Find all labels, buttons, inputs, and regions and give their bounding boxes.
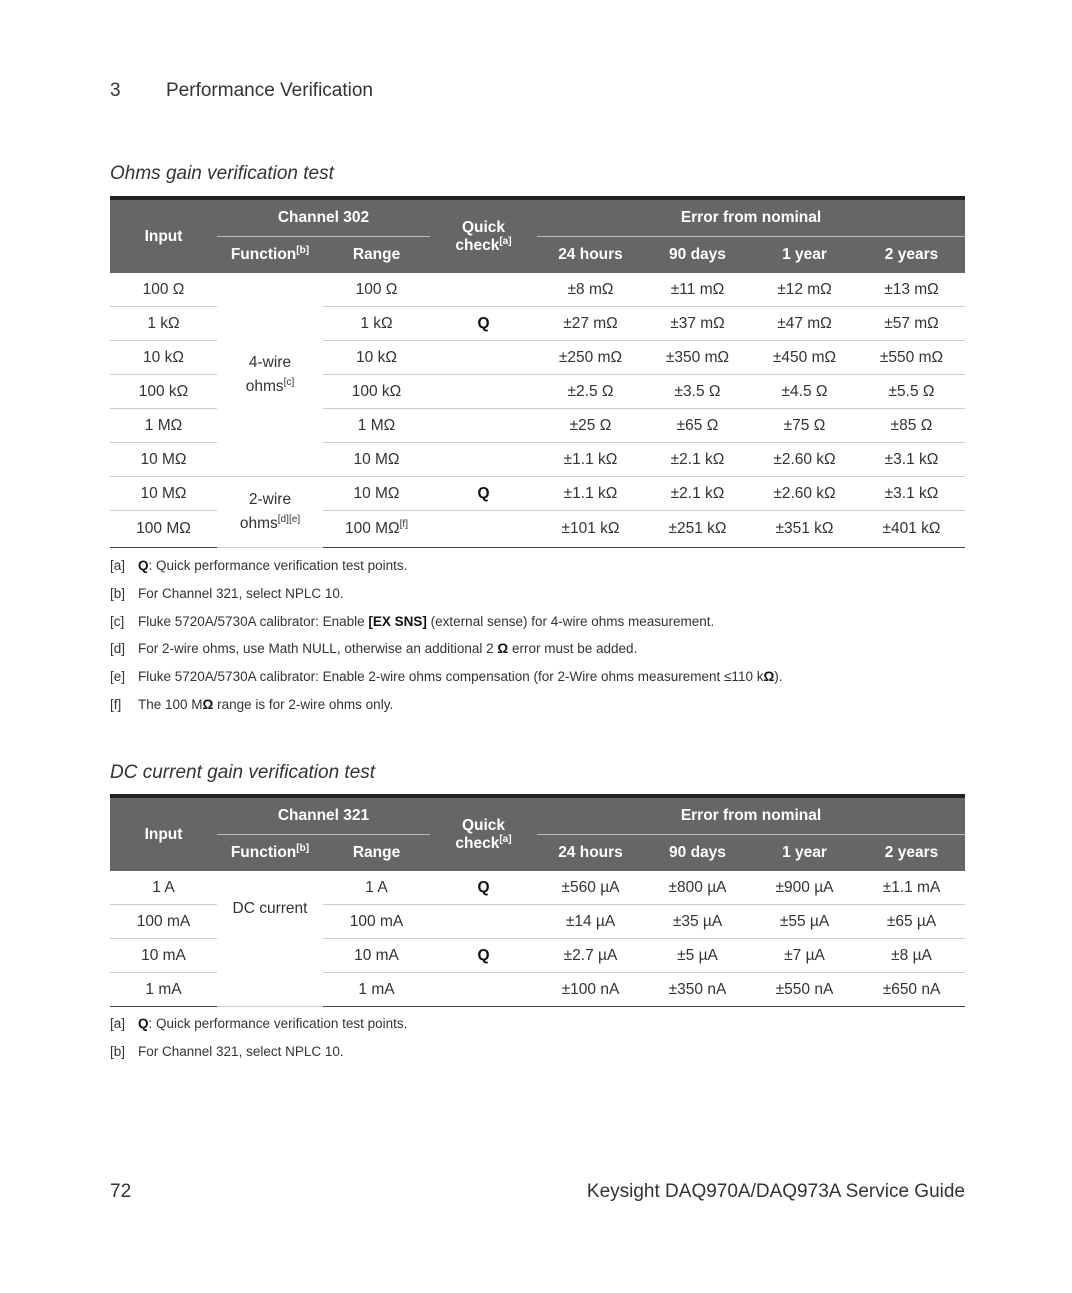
dc-table-title: DC current gain verification test — [110, 762, 376, 783]
ohms-gain-table — [110, 196, 965, 548]
chapter-title: Performance Verification — [166, 80, 373, 101]
1-year-header: 1 year — [751, 237, 858, 274]
error-from-nominal-header: Error from nominal — [537, 198, 965, 237]
24-hours-header: 24 hours — [537, 835, 644, 872]
footnote-b: [b] For Channel 321, select NPLC 10. — [110, 1043, 344, 1059]
error-from-nominal-header: Error from nominal — [537, 796, 965, 835]
channel-header: Channel 302 — [217, 198, 430, 237]
table-row: 1 kΩ 1 kΩ Q ±27 mΩ ±37 mΩ ±47 mΩ ±57 mΩ — [110, 307, 965, 341]
channel-header: Channel 321 — [217, 796, 430, 835]
function-4-wire-ohms: 4-wire ohms[c] — [217, 273, 323, 477]
90-days-header: 90 days — [644, 835, 751, 872]
dc-current-gain-table — [110, 794, 965, 1007]
ohms-table-title: Ohms gain verification test — [110, 163, 334, 184]
chapter-number: 3 — [110, 80, 121, 101]
1-year-header: 1 year — [751, 835, 858, 872]
table-row: 10 kΩ 10 kΩ ±250 mΩ ±350 mΩ ±450 mΩ ±550 mΩ — [110, 341, 965, 375]
guide-title: Keysight DAQ970A/DAQ973A Service Guide — [586, 1181, 965, 1202]
footnote-a: [a] Q: Quick performance verification test points. — [110, 558, 408, 573]
function-header: Function[b] — [217, 237, 323, 274]
page-footer — [110, 1181, 965, 1203]
range-header: Range — [323, 237, 430, 274]
input-header: Input — [110, 796, 217, 871]
table-row: 10 mA 10 mA Q ±2.7 µA ±5 µA ±7 µA ±8 µA — [110, 939, 965, 973]
footnote-d: [d] For 2-wire ohms, use Math NULL, otherwise an additional 2 Ω error must be added. — [110, 641, 638, 657]
2-years-header: 2 years — [858, 835, 965, 872]
footnote-e: [e] Fluke 5720A/5730A calibrator: Enable 2-wire ohms compensation (for 2-Wire ohms measurement ≤110 kΩ). — [110, 669, 783, 685]
table-row: 100 mA 100 mA ±14 µA ±35 µA ±55 µA ±65 µA — [110, 905, 965, 939]
range-header: Range — [323, 835, 430, 872]
table-row: 100 MΩ 100 MΩ[f] ±101 kΩ ±251 kΩ ±351 kΩ ±401 kΩ — [110, 511, 965, 548]
footnote-a: [a] Q: Quick performance verification test points. — [110, 1016, 408, 1031]
page-header — [110, 80, 373, 102]
function-dc-current: DC current — [217, 871, 323, 1007]
footnote-f: [f] The 100 MΩ range is for 2-wire ohms only. — [110, 696, 394, 712]
function-header: Function[b] — [217, 835, 323, 872]
quick-check-header: Quick check[a] — [430, 198, 537, 273]
table-row: 10 MΩ 2-wire ohms[d][e] 10 MΩ Q ±1.1 kΩ ±2.1 kΩ ±2.60 kΩ ±3.1 kΩ — [110, 477, 965, 511]
dc-table-footnotes — [110, 1010, 970, 1066]
quick-check-header: Quick check[a] — [430, 796, 537, 871]
table-row: 1 A DC current 1 A Q ±560 µA ±800 µA ±900 µA ±1.1 mA — [110, 871, 965, 905]
24-hours-header: 24 hours — [537, 237, 644, 274]
input-header: Input — [110, 198, 217, 273]
footnote-c: [c] Fluke 5720A/5730A calibrator: Enable [EX SNS] (external sense) for 4-wire ohms measurement. — [110, 613, 715, 629]
page-number: 72 — [110, 1181, 132, 1202]
2-years-header: 2 years — [858, 237, 965, 274]
footnote-b: [b] For Channel 321, select NPLC 10. — [110, 585, 344, 601]
table-row: 1 mA 1 mA ±100 nA ±350 nA ±550 nA ±650 nA — [110, 973, 965, 1007]
ohms-table-footnotes — [110, 552, 970, 719]
table-row: 100 kΩ 100 kΩ ±2.5 Ω ±3.5 Ω ±4.5 Ω ±5.5 Ω — [110, 375, 965, 409]
90-days-header: 90 days — [644, 237, 751, 274]
table-row: 10 MΩ 10 MΩ ±1.1 kΩ ±2.1 kΩ ±2.60 kΩ ±3.1 kΩ — [110, 443, 965, 477]
function-2-wire-ohms: 2-wire ohms[d][e] — [217, 477, 323, 548]
table-row: 100 Ω 4-wire ohms[c] 100 Ω ±8 mΩ ±11 mΩ ±12 mΩ ±13 mΩ — [110, 273, 965, 307]
table-row: 1 MΩ 1 MΩ ±25 Ω ±65 Ω ±75 Ω ±85 Ω — [110, 409, 965, 443]
